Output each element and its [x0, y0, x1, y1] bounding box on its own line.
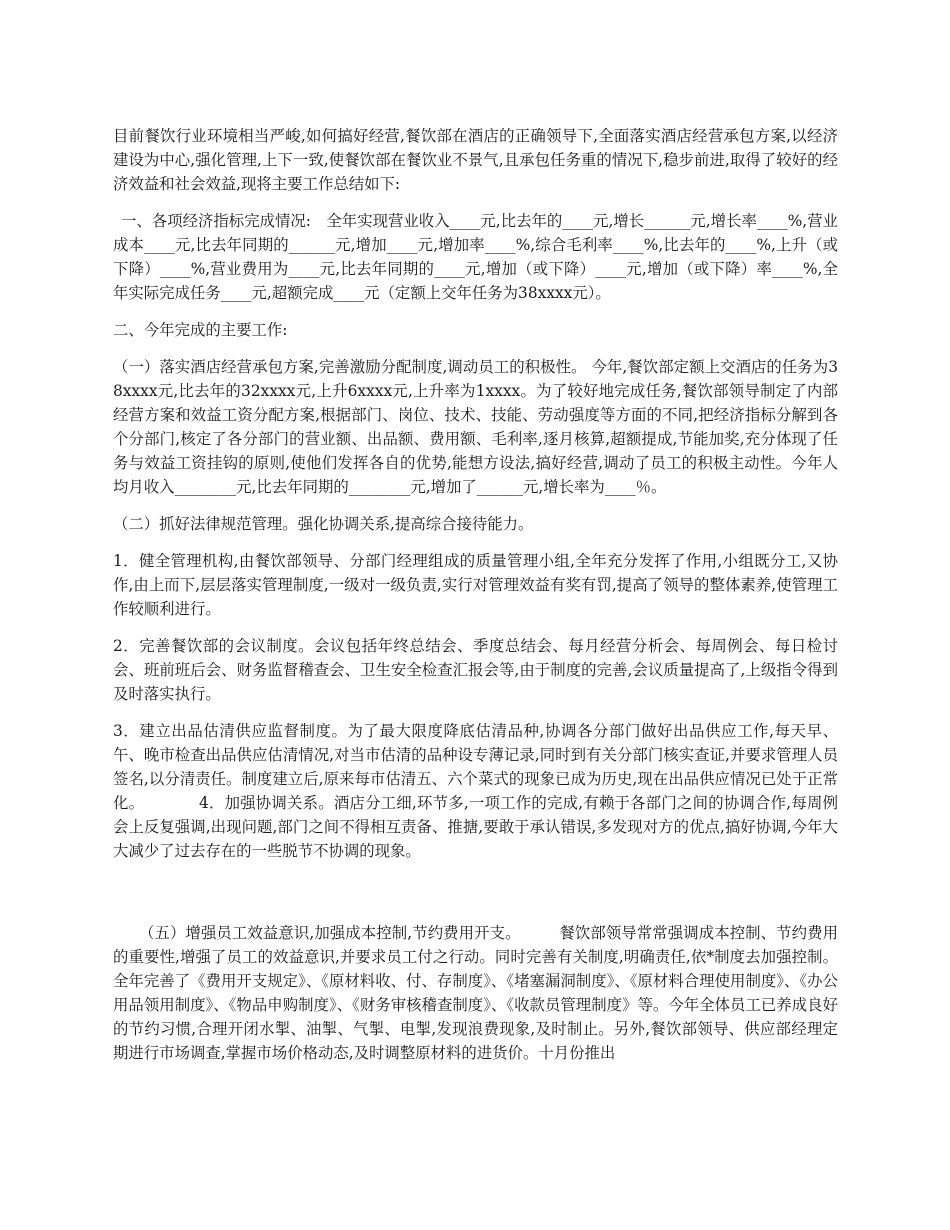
- intro-paragraph: 目前餐饮行业环境相当严峻,如何搞好经营,餐饮部在酒店的正确领导下,全面落实酒店经营承包方案,以经济建设为中心,强化管理,上下一致,使餐饮部在餐饮业不景气,且承包任务重的情况下,稳步前进,取得了较好的经济效益和社会效益,现将主要工作总结如下:: [113, 127, 838, 193]
- economic-indicators-paragraph: 一、各项经济指标完成情况: 全年实现营业收入____元,比去年的____元,增长______元,增长率____%,营业成本____元,比去年同期的______元,增加____元,增加率____%,综合毛利率____%,比去年的____%,上升（或下降）____%,营业费用为____元,比去年同期的____元,增加（或下降）____元,增加（或下降）率____%,全年实际完成任务____元,超额完成____元（定额上交年任务为38xxxx元）。: [113, 212, 838, 302]
- management-structure-paragraph: 1．健全管理机构,由餐饮部领导、分部门经理组成的质量管理小组,全年充分发挥了作用,小组既分工,又协作,由上而下,层层落实管理制度,一级对一级负责,实行对管理效益有奖有罚,提高了领导的整体素养,使管理工作较顺利进行。: [113, 552, 838, 618]
- cost-control-paragraph: （五）增强员工效益意识,加强成本控制,节约费用开支。 餐饮部领导常常强调成本控制、节约费用的重要性,增强了员工的效益意识,并要求员工付之行动。同时完善有关制度,明确责任,依*制度去加强控制。全年完善了《费用开支规定》、《原材料收、付、存制度》、《堵塞漏洞制度》、《原材料合理使用制度》、《办公用品领用制度》、《物品申购制度》、《财务审核稽查制度》、《收款员管理制度》等。今年全体员工已养成良好的节约习惯,合理开闭水掣、油掣、气掣、电掣,发现浪费现象,及时制止。另外,餐饮部领导、供应部经理定期进行市场调查,掌握市场价格动态,及时调整原材料的进货价。十月份推出: [113, 924, 838, 1062]
- contract-plan-paragraph: （一）落实酒店经营承包方案,完善激励分配制度,调动员工的积极性。 今年,餐饮部定额上交酒店的任务为38xxxx元,比去年的32xxxx元,上升6xxxx元,上升率为1xxxx。为了较好地完成任务,餐饮部领导制定了内部经营方案和效益工资分配方案,根据部门、岗位、技术、技能、劳动强度等方面的不同,把经济指标分解到各个分部门,核定了各分部门的营业额、出品额、费用额、毛利率,逐月核算,超额提成,节能加奖,充分体现了任务与效益工资挂钩的原则,使他们发挥各自的优势,能想方设法,搞好经营,调动了员工的积极主动性。今年人均月收入________元,比去年同期的________元,增加了______元,增长率为____％。: [113, 358, 838, 496]
- supply-supervision-paragraph: 3．建立出品估清供应监督制度。为了最大限度降底估清品种,协调各分部门做好出品供应工作,每天早、午、晚市检查出品供应估清情况,对当市估清的品种设专薄记录,同时到有关分部门核实查证,并要求管理人员签名,以分清责任。制度建立后,原来每市估清五、六个菜式的现象已成为历史,现在出品供应情况已处于正常化。 4．加强协调关系。酒店分工细,环节多,一项工作的完成,有赖于各部门之间的协调合作,每周例会上反复强调,出现问题,部门之间不得相互责备、推搪,要敢于承认错误,多发现对方的优点,搞好协调,今年大大减少了过去存在的一些脱节不协调的现象。: [113, 722, 838, 860]
- meeting-system-paragraph: 2．完善餐饮部的会议制度。会议包括年终总结会、季度总结会、每月经营分析会、每周例会、每日检讨会、班前班后会、财务监督稽查会、卫生安全检查汇报会等,由于制度的完善,会议质量提高了,上级指令得到及时落实执行。: [113, 637, 838, 703]
- legal-management-heading: （二）抓好法律规范管理。强化协调关系,提高综合接待能力。: [113, 515, 534, 533]
- main-work-heading: 二、今年完成的主要工作:: [113, 321, 288, 339]
- document-body: [113, 124, 838, 1065]
